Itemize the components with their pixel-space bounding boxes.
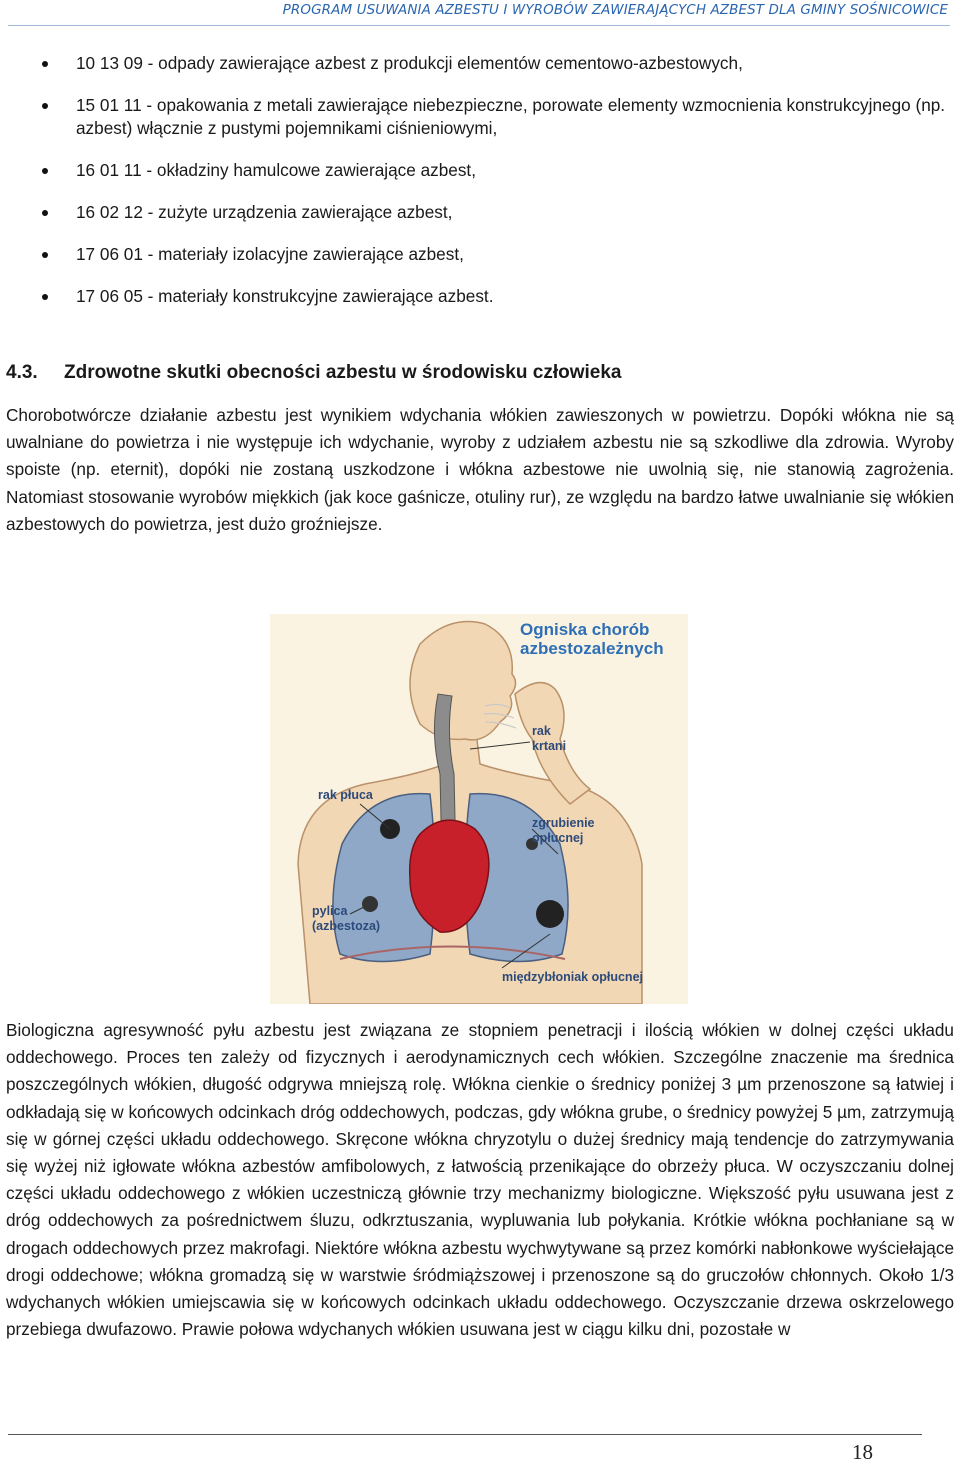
list-item: 15 01 11 - opakowania z metali zawierające niebezpieczne, porowate elementy wzmocnienia konstrukcyjnego (np. azbest) włącznie z pustymi pojemnikami ciśnieniowymi, [0,94,958,140]
label-line: opłucnej [532,831,584,845]
figure-title-line: Ogniska chorób [520,620,650,639]
list-item: 16 01 11 - okładziny hamulcowe zawierające azbest, [0,159,958,182]
label-line: krtani [532,739,567,753]
paragraph-intro: Chorobotwórcze działanie azbestu jest wynikiem wdychania włókien zawieszonych w powietrzu. Dopóki włókna nie są uwalniane do powietrza i nie występuje ich wdychanie, wyroby z udziałem azbestu nie są szkodliwe dla zdrowia. Wyroby spoiste (np. eternit), dopóki nie zostaną uszkodzone i włókna azbestowe nie uwolnią się, nie stanowią zagrożenia. Natomiast stosowanie wyrobów miękkich (jak koce gaśnicze, otuliny rur), ze względu na bardzo łatwe uwalnianie się włókien azbestowych do powietrza, jest dużo groźniejsze. [6,405,954,534]
list-item: 17 06 01 - materiały izolacyjne zawierające azbest, [0,243,958,266]
asbestos-disease-illustration [270,614,688,1004]
lung-lesion [536,900,564,928]
label-line: pylica [312,904,348,918]
header-divider [8,25,950,26]
label-lung-cancer: rak płuca [318,788,373,802]
section-number: 4.3. [6,362,38,383]
figure-title-line: azbestozależnych [520,639,664,658]
figure-title [520,620,680,658]
waste-code-list [0,52,958,308]
body-diagram [270,614,688,1004]
list-item: 17 06 05 - materiały konstrukcyjne zawierające azbest. [0,285,958,308]
list-item: 10 13 09 - odpady zawierające azbest z produkcji elementów cementowo-azbestowych, [0,52,958,75]
label-asbestosis [312,904,380,934]
paragraph-biology: Biologiczna agresywność pyłu azbestu jest związana ze stopniem penetracji i ilością włókien w dolnej części układu oddechowego. Proces ten zależy od fizycznych i aerodynamicznych cech włókien. Szczególne znaczenie ma średnica poszczególnych włókien, długość odgrywa mniejszą rolę. Włókna cienkie o średnicy poniżej 3 µm przenoszone są łatwiej i odkładają się w końcowych odcinkach dróg oddechowych, podczas, gdy włókna grube, o średnicy powyżej 5 µm, zatrzymują się w górnej części układu oddechowego. Skręcone włókna chryzotylu o dużej średnicy mają tendencje do zatrzymywania się wyżej niż igłowate włókna azbestów amfibolowych, z łatwością przenikające do obrzeży płuca. W oczyszczaniu dolnej części układu oddechowego z włókien uczestniczą głównie trzy mechanizmy biologiczne. Większość pyłu usuwana jest z dróg oddechowych za pośrednictwem śluzu, odkrztuszania, wypluwania lub połykania. Krótkie włókna pochłaniane są w drogach oddechowych przez makrofagi. Niektóre włókna azbestu wychwytywane są przez komórki nabłonkowe wyściełające drogi oddechowe; włókna gromadzą się w warstwie śródmiąższowej i przenoszone są do gruczołów chłonnych. Około 1/3 wdychanych włókien umiejscawia się w końcowych odcinkach układu oddechowego. Oczyszczanie drzewa oskrzelowego przebiega dwufazowo. Prawie połowa wdychanych włókien usuwana jest w ciągu kilku dni, pozostałe w [6,1020,954,1340]
head-shape [410,622,516,740]
label-line: (azbestoza) [312,919,381,933]
section-heading [6,362,621,384]
label-line: rak [532,724,551,738]
running-header: PROGRAM USUWANIA AZBESTU I WYROBÓW ZAWIERAJĄCYCH AZBEST DLA GMINY SOŚNICOWICE [282,2,948,18]
label-line: zgrubienie [532,816,595,830]
label-pleura [532,816,595,846]
list-item: 16 02 12 - zużyte urządzenia zawierające azbest, [0,201,958,224]
label-mesothelioma: międzybłoniak opłucnej [502,970,643,984]
label-larynx [532,724,566,754]
section-title: Zdrowotne skutki obecności azbestu w środowisku człowieka [64,362,622,383]
footer-divider [8,1434,922,1435]
page-number: 18 [852,1440,873,1464]
